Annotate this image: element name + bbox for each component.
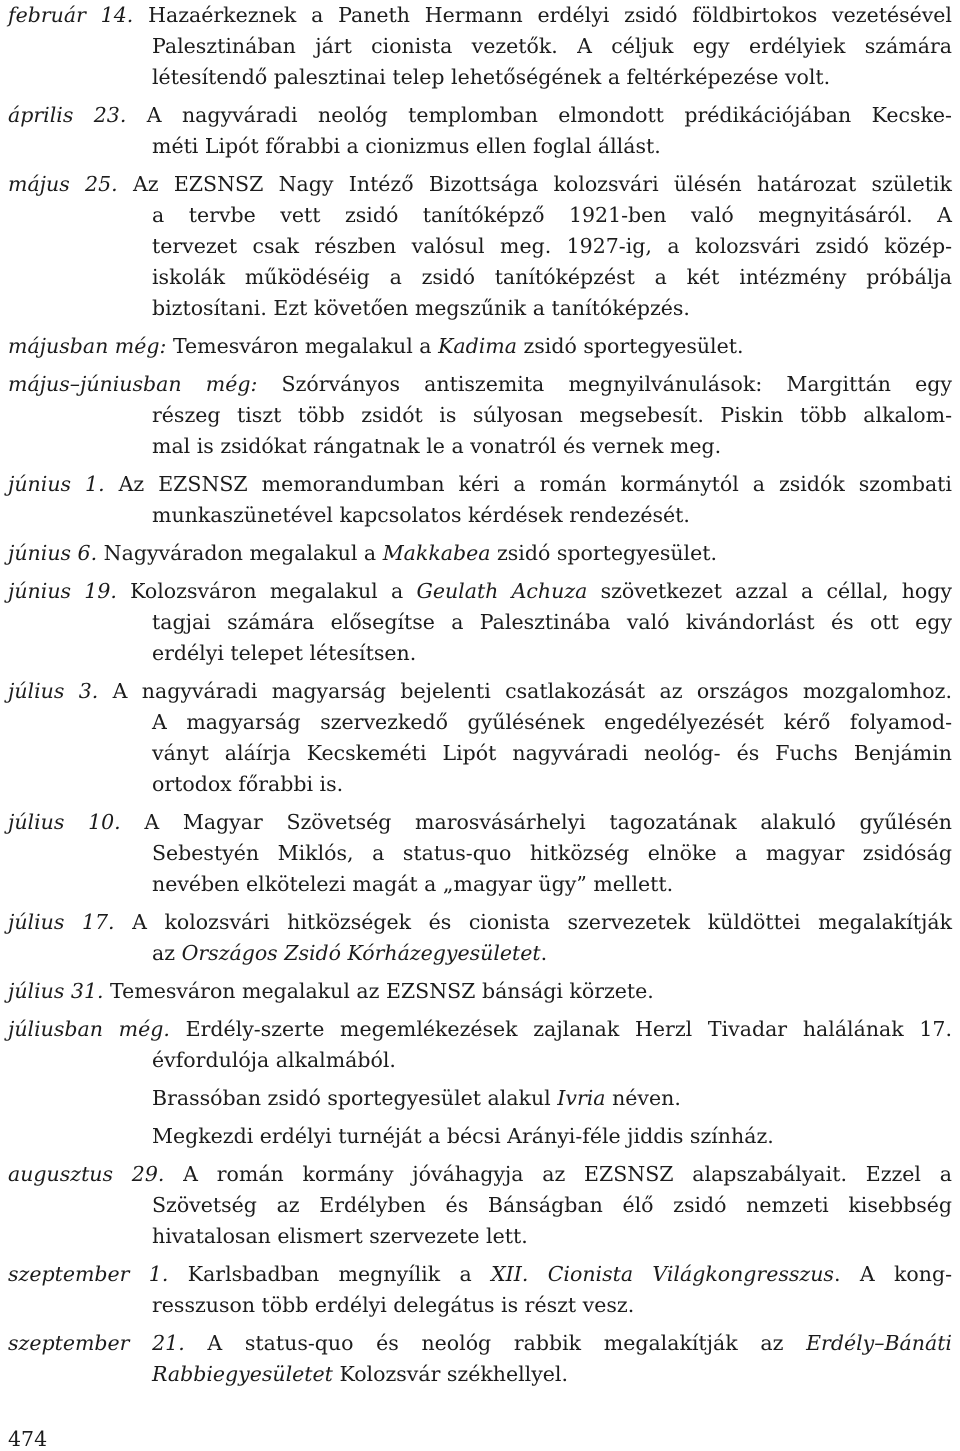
entry-text: Kolozsvár székhellyel. [339, 1362, 569, 1386]
entry-text-line: méti Lipót főrabbi a cionizmus ellen foglal állást. [152, 134, 661, 158]
entry-first-line [8, 331, 952, 362]
entry-text: Temesváron megalakul az EZSNSZ bánsági körzete. [110, 979, 654, 1003]
entry-text-italic: XII. Cionista Világkongresszus [491, 1262, 834, 1286]
entry-date: májusban még: [8, 334, 167, 358]
entry-text-line: Szövetség az Erdélyben és Bánságban élő zsidó nemzeti kisebbség [152, 1193, 952, 1217]
entry-date: június 19. [8, 579, 117, 603]
entry-text: Brassóban zsidó sportegyesület alakul [152, 1086, 551, 1110]
entry-text-line [152, 1359, 952, 1390]
chronology-entry [8, 1014, 952, 1076]
entry-text-italic: Erdély–Bánáti [806, 1331, 952, 1355]
chronology-note [8, 1083, 952, 1114]
entry-text-line: nevében elkötelezi magát a „magyar ügy” mellett. [152, 872, 674, 896]
entry-text-line: ványt aláírja Kecskeméti Lipót nagyváradi neológ- és Fuchs Benjámin [152, 741, 952, 765]
entry-text: Szórványos antiszemita megnyilvánulások: Margittán egy [281, 372, 952, 396]
entry-text-line: ortodox főrabbi is. [152, 772, 344, 796]
entry-text-line: biztosítani. Ezt követően megszűnik a tanítóképzés. [152, 296, 690, 320]
entry-date: július 10. [8, 810, 121, 834]
entry-text: zsidó sportegyesület. [496, 541, 717, 565]
entry-first-line [8, 169, 952, 200]
entry-first-line [8, 807, 952, 838]
entry-text: . A kong- [833, 1262, 953, 1286]
chronology-entry [8, 538, 952, 569]
note-line: Megkezdi erdélyi turnéját a bécsi Arányi-féle jiddis színház. [152, 1124, 774, 1148]
entry-text: A nagyváradi magyarság bejelenti csatlakozását az országos mozgalomhoz. [112, 679, 952, 703]
entry-date: június 6. [8, 541, 98, 565]
entry-text: A nagyváradi neológ templomban elmondott prédikációjában Kecske- [146, 103, 952, 127]
entry-text-line: létesítendő palesztinai telep lehetőségének a feltérképezése volt. [152, 65, 831, 89]
entry-text: A status-quo és neológ rabbik megalakítják az [207, 1331, 784, 1355]
entry-text: szövetkezet azzal a céllal, hogy [600, 579, 952, 603]
entry-first-line [8, 100, 952, 131]
entry-text-line: hivatalosan elismert szervezete lett. [152, 1224, 528, 1248]
entry-date: április 23. [8, 103, 127, 127]
entry-first-line [8, 1159, 952, 1190]
page-number: 474 [8, 1427, 48, 1451]
entry-text: Karlsbadban megnyílik a [187, 1262, 472, 1286]
entry-text-line: részeg tiszt több zsidót is súlyosan megsebesít. Piskin több alkalom- [152, 403, 952, 427]
chronology-entry [8, 1159, 952, 1252]
entry-date: május 25. [8, 172, 118, 196]
chronology-entry [8, 100, 952, 162]
entry-text-line: munkaszünetével kapcsolatos kérdések rendezését. [152, 503, 690, 527]
chronology-entry [8, 976, 952, 1007]
entry-text: Az EZSNSZ memorandumban kéri a román kormánytól a zsidók szombati [118, 472, 952, 496]
entry-text-line: évfordulója alkalmából. [152, 1048, 396, 1072]
chronology-page [8, 0, 952, 1397]
chronology-entry [8, 576, 952, 669]
entry-text-line: iskolák működéséig a zsidó tanítóképzést a két intézmény próbálja [152, 265, 952, 289]
entry-date: június 1. [8, 472, 105, 496]
entry-date: augusztus 29. [8, 1162, 165, 1186]
entry-text-line: A magyarság szervezkedő gyűlésének engedélyezését kérő folyamod- [152, 710, 952, 734]
entry-text: az [152, 941, 176, 965]
chronology-entry [8, 676, 952, 800]
entry-text-italic: Ivria [557, 1086, 606, 1110]
entry-first-line [8, 907, 952, 938]
entry-text: Az EZSNSZ Nagy Intéző Bizottsága kolozsvári ülésén határozat születik [132, 172, 952, 196]
chronology-entry [8, 907, 952, 969]
entry-date: július 17. [8, 910, 115, 934]
entry-text-line: tagjai számára elősegítse a Palesztinába való kivándorlást és ott egy [152, 610, 952, 634]
entry-text: Nagyváradon megalakul a [103, 541, 377, 565]
entry-first-line [8, 976, 952, 1007]
chronology-entry [8, 369, 952, 462]
entry-first-line [8, 369, 952, 400]
entry-date: február 14. [8, 3, 134, 27]
entry-text: Kolozsváron megalakul a [130, 579, 404, 603]
note-line [152, 1083, 952, 1114]
entry-text-italic: Geulath Achuza [416, 579, 588, 603]
entry-text: Hazaérkeznek a Paneth Hermann erdélyi zsidó földbirtokos vezetésével [148, 3, 952, 27]
entry-date: május–júniusban még: [8, 372, 258, 396]
entry-text-line: resszuson több erdélyi delegátus is részt vesz. [152, 1293, 635, 1317]
entry-first-line [8, 576, 952, 607]
entry-text-line: a tervbe vett zsidó tanítóképző 1921-ben való megnyitásáról. A [152, 203, 952, 227]
entry-text-italic: Országos Zsidó Kórházegyesületet [181, 941, 541, 965]
chronology-entry [8, 169, 952, 324]
entry-first-line [8, 469, 952, 500]
chronology-entry [8, 1328, 952, 1390]
entry-text-line: erdélyi telepet létesítsen. [152, 641, 417, 665]
entry-date: szeptember 1. [8, 1262, 169, 1286]
entry-date: júliusban még. [8, 1017, 170, 1041]
entry-first-line [8, 1328, 952, 1359]
entry-text-italic: Rabbiegyesületet [152, 1362, 333, 1386]
chronology-entry [8, 331, 952, 362]
chronology-note [8, 1121, 952, 1152]
entry-text: A Magyar Szövetség marosvásárhelyi tagozatának alakuló gyűlésén [144, 810, 952, 834]
entry-text: A kolozsvári hitközségek és cionista szervezetek küldöttei megalakítják [132, 910, 953, 934]
entry-text: zsidó sportegyesület. [523, 334, 744, 358]
entry-date: szeptember 21. [8, 1331, 185, 1355]
entry-first-line [8, 1014, 952, 1045]
chronology-entry [8, 0, 952, 93]
entry-text-line: mal is zsidókat rángatnak le a vonatról és vernek meg. [152, 434, 722, 458]
entry-text: A román kormány jóváhagyja az EZSNSZ alapszabályait. Ezzel a [183, 1162, 952, 1186]
entry-text: Temesváron megalakul a [172, 334, 432, 358]
chronology-entry [8, 469, 952, 531]
entry-first-line [8, 538, 952, 569]
entry-text-line: tervezet csak részben valósul meg. 1927-ig, a kolozsvári zsidó közép- [152, 234, 952, 258]
entry-date: július 31. [8, 979, 104, 1003]
entry-text: néven. [612, 1086, 681, 1110]
entry-text-line [152, 938, 952, 969]
entry-text-line: Palesztinában járt cionista vezetők. A céljuk egy erdélyiek számára [152, 34, 952, 58]
chronology-entry [8, 807, 952, 900]
chronology-entry [8, 1259, 952, 1321]
entry-first-line [8, 1259, 952, 1290]
entry-text-italic: Kadima [438, 334, 517, 358]
entry-text-line: Sebestyén Miklós, a status-quo hitközség elnöke a magyar zsidóság [152, 841, 952, 865]
entry-first-line [8, 0, 952, 31]
entry-first-line [8, 676, 952, 707]
entry-text-italic: Makkabea [382, 541, 491, 565]
entry-date: július 3. [8, 679, 99, 703]
entry-text: Erdély-szerte megemlékezések zajlanak Herzl Tivadar halálának 17. [185, 1017, 952, 1041]
entry-text: . [540, 941, 548, 965]
